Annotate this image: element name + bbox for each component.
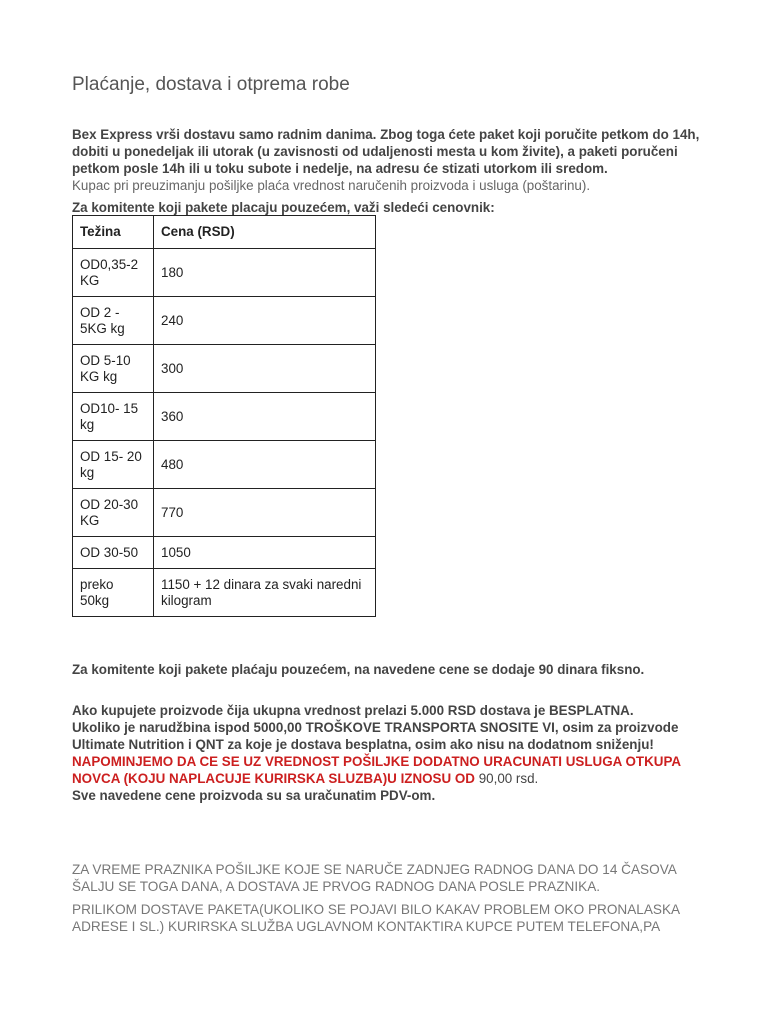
- cod-fee-note: Za komitente koji pakete plaćaju pouzećem, na navedene cene se dodaje 90 dinara fiksno.: [72, 662, 645, 677]
- price-cell: 180: [154, 249, 376, 297]
- header-price: Cena (RSD): [154, 216, 376, 249]
- delivery-contact-note: PRILIKOM DOSTAVE PAKETA(UKOLIKO SE POJAVI BILO KAKAV PROBLEM OKO PRONALASKA ADRESE I SL.) KURIRSKA SLUŽBA UGLAVNOM KONTAKTIRA KUPCE PUTEM TELEFONA,PA: [72, 902, 680, 934]
- table-row: [73, 537, 376, 569]
- cod-warning-text: NAPOMINJEMO DA CE SE UZ VREDNOST POŠILJKE DODATNO URACUNATI USLUGA OTKUPA NOVCA (KOJU NAPLACUJE KURIRSKA SLUZBA)U IZNOSU OD: [72, 754, 681, 786]
- weight-cell: OD0,35-2 KG: [73, 249, 154, 297]
- weight-cell: preko 50kg: [73, 569, 154, 617]
- transport-cost-line: Ukoliko je narudžbina ispod 5000,00 TROŠKOVE TRANSPORTA SNOSITE VI, osim za proizvode Ultimate Nutrition i QNT za koje je dostava besplatna, osim ako nisu na dodatnom sniženju!: [72, 720, 679, 752]
- cod-amount: 90,00 rsd.: [478, 771, 539, 786]
- price-cell: 480: [154, 441, 376, 489]
- table-row: [73, 297, 376, 345]
- table-row: [73, 441, 376, 489]
- free-shipping-line: Ako kupujete proizvode čija ukupna vrednost prelazi 5.000 RSD dostava je BESPLATNA.: [72, 703, 634, 718]
- holiday-note: ZA VREME PRAZNIKA POŠILJKE KOJE SE NARUČE ZADNJEG RADNOG DANA DO 14 ČASOVA ŠALJU SE TOGA DANA, A DOSTAVA JE PRVOG RADNOG DANA POSLE PRAZNIKA.: [72, 862, 677, 894]
- price-table-header-row: [73, 216, 376, 249]
- weight-cell: OD 2 - 5KG kg: [73, 297, 154, 345]
- payment-info: Kupac pri preuzimanju pošiljke plaća vrednost naručenih proizvoda i usluga (poštarinu).: [72, 178, 591, 193]
- price-cell: 1050: [154, 537, 376, 569]
- delivery-intro: Bex Express vrši dostavu samo radnim danima. Zbog toga ćete paket koji poručite petkom do 14h, dobiti u ponedeljak ili utorak (u zavisnosti od udaljenosti mesta u kom živite), a paketi poručeni petkom posle 14h ili u toku subote i nedelje, na adresu će stizati utorkom ili sredom.: [72, 127, 700, 176]
- weight-cell: OD10- 15 kg: [73, 393, 154, 441]
- weight-cell: OD 20-30 KG: [73, 489, 154, 537]
- price-cell: 300: [154, 345, 376, 393]
- price-cell: 360: [154, 393, 376, 441]
- weight-cell: OD 15- 20 kg: [73, 441, 154, 489]
- weight-cell: OD 30-50: [73, 537, 154, 569]
- price-cell: 240: [154, 297, 376, 345]
- table-row: [73, 393, 376, 441]
- weight-cell: OD 5-10 KG kg: [73, 345, 154, 393]
- table-row: [73, 345, 376, 393]
- page-title: Plaćanje, dostava i otprema robe: [72, 74, 350, 95]
- table-row: [73, 249, 376, 297]
- header-weight: Težina: [73, 216, 154, 249]
- price-cell: 1150 + 12 dinara za svaki naredni kilogram: [154, 569, 376, 617]
- table-row: [73, 489, 376, 537]
- price-table-caption: Za komitente koji pakete placaju pouzećem, važi sledeći cenovnik:: [72, 200, 495, 215]
- cod-warning: [72, 753, 712, 787]
- vat-note: Sve navedene cene proizvoda su sa uračunatim PDV-om.: [72, 788, 436, 803]
- table-row: [73, 569, 376, 617]
- price-table: [72, 215, 376, 617]
- free-shipping-block: [72, 702, 712, 804]
- price-cell: 770: [154, 489, 376, 537]
